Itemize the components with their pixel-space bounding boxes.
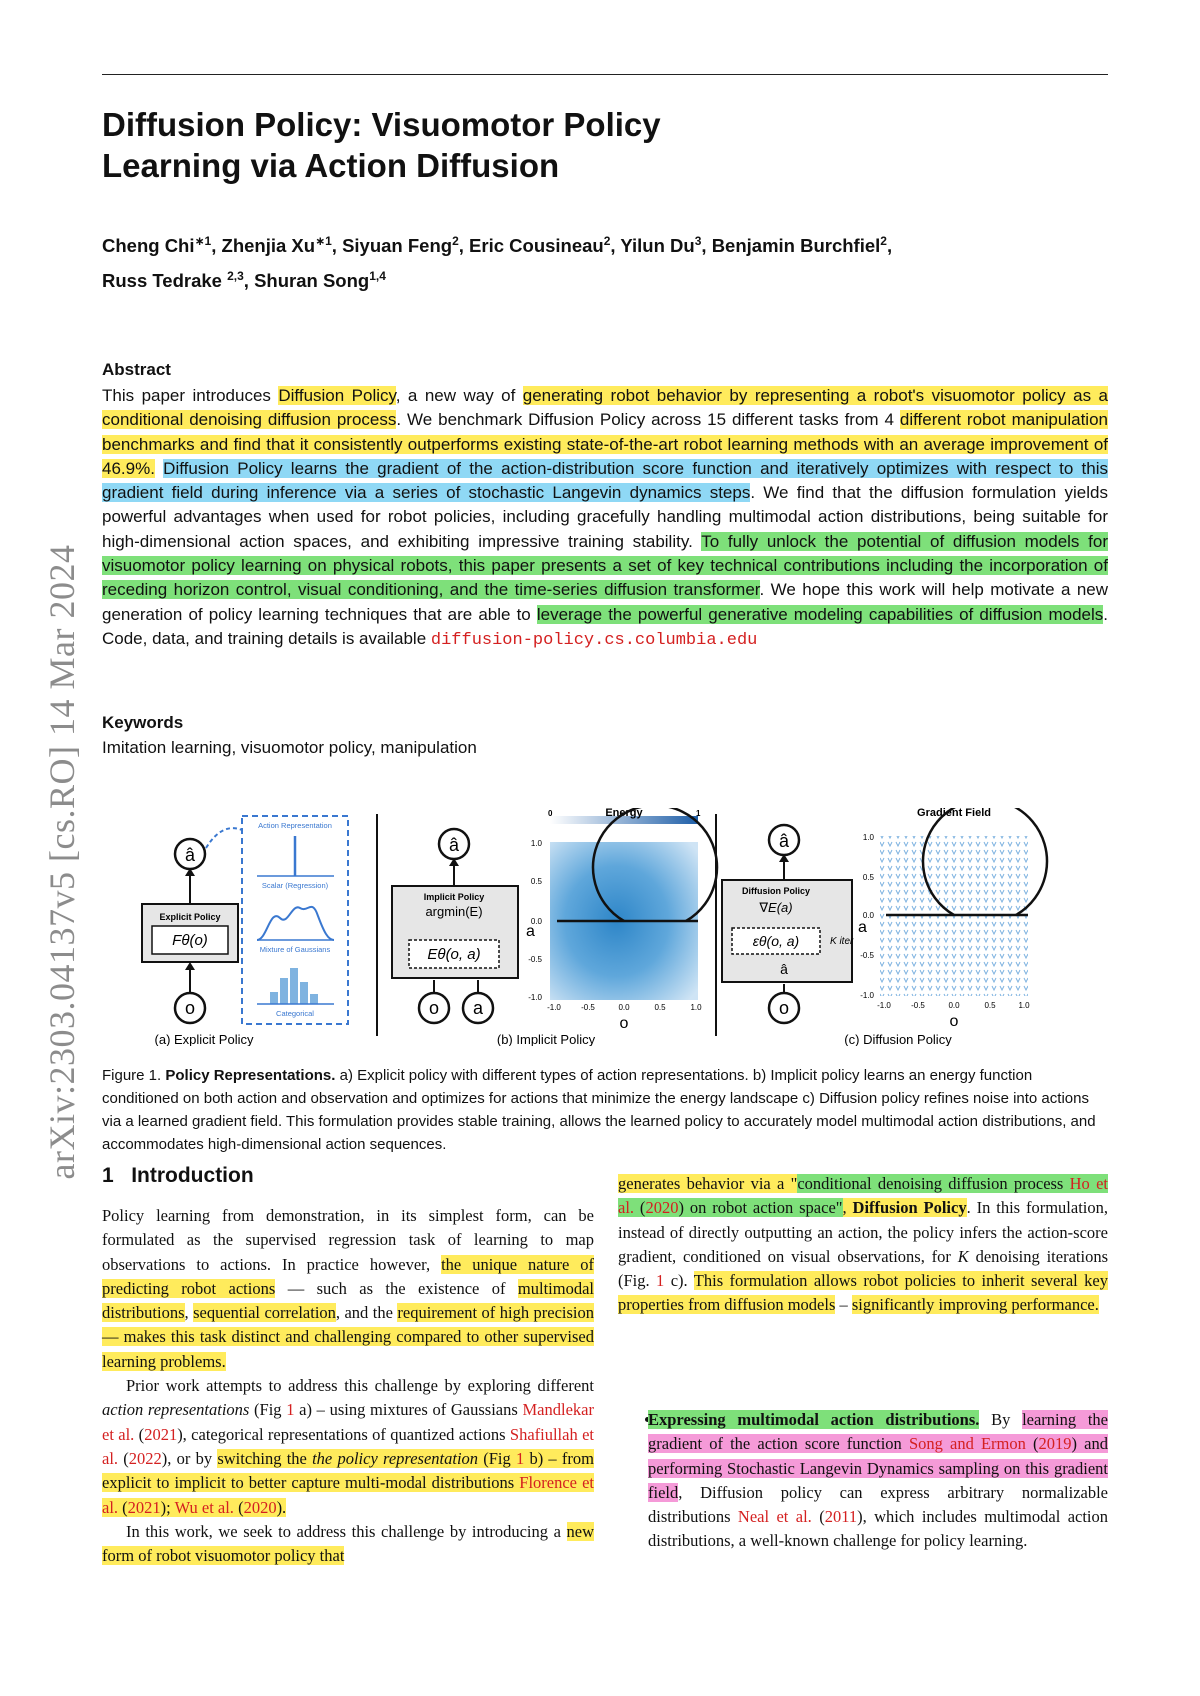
svg-text:0.0: 0.0 xyxy=(530,917,542,926)
svg-text:argmin(E): argmin(E) xyxy=(425,904,483,919)
svg-text:1.0: 1.0 xyxy=(530,839,542,848)
figure-1 xyxy=(102,808,1108,1046)
paragraph: Policy learning from demonstration, in its simplest form, can be formulated as the supervised regression task of learning to map observations to actions. In practice however, the unique nature of predicting robot actions — such as the existence of multimodal distributions, sequential correlation, and the requirement of high precision — makes this task distinct and challenging compared to other supervised learning problems. xyxy=(102,1206,595,1371)
title-line-2: Learning via Action Diffusion xyxy=(102,147,560,184)
svg-text:1.0: 1.0 xyxy=(1018,1001,1030,1010)
action-hat-label: â xyxy=(184,845,196,865)
title-line-1: Diffusion Policy: Visuomotor Policy xyxy=(102,106,661,143)
svg-text:1: 1 xyxy=(696,809,701,818)
section-heading: 1 Introduction xyxy=(102,1164,254,1187)
svg-text:-1.0: -1.0 xyxy=(528,993,542,1002)
svg-text:Categorical: Categorical xyxy=(276,1009,314,1018)
energy-title: Energy xyxy=(605,808,643,819)
author: Cheng Chi xyxy=(102,235,195,257)
svg-text:∇E(a): ∇E(a) xyxy=(759,900,793,915)
author: Zhenjia Xu xyxy=(221,235,316,257)
abstract-heading: Abstract xyxy=(102,360,171,379)
panel-explicit xyxy=(142,816,348,1046)
svg-text:0.0: 0.0 xyxy=(618,1003,630,1012)
svg-text:0: 0 xyxy=(548,809,553,818)
svg-text:o: o xyxy=(619,1015,629,1032)
svg-text:1.0: 1.0 xyxy=(690,1003,702,1012)
svg-text:-0.5: -0.5 xyxy=(581,1003,595,1012)
svg-text:-0.5: -0.5 xyxy=(860,951,874,960)
author: Siyuan Feng xyxy=(342,235,453,257)
svg-text:o: o xyxy=(428,998,440,1018)
panel-b-label: (b) Implicit Policy xyxy=(496,1032,596,1046)
panel-diffusion xyxy=(722,808,1047,1046)
svg-text:Explicit Policy: Explicit Policy xyxy=(159,912,221,922)
highlight: generating robot behavior by representing a robot's visuomotor policy as a conditional denoising diffusion process xyxy=(102,386,1108,430)
svg-text:a: a xyxy=(472,998,484,1018)
svg-text:â: â xyxy=(780,961,788,977)
author: Russ Tedrake xyxy=(102,270,228,292)
svg-text:Eθ(o, a): Eθ(o, a) xyxy=(427,946,481,963)
highlight: different robot manipulation benchmarks and find that it consistently outperforms existing state-of-the-art robot learning methods with an average improvement of 46.9%. xyxy=(102,410,1108,478)
author: Yilun Du xyxy=(620,235,695,257)
keywords-text: Imitation learning, visuomotor policy, manipulation xyxy=(102,738,477,757)
highlight: Diffusion Policy xyxy=(278,386,396,405)
panel-a-label: (a) Explicit Policy xyxy=(154,1032,254,1046)
intro-right-column xyxy=(618,1172,1108,1318)
author: Benjamin Burchfiel xyxy=(711,235,881,257)
bullet-item: Expressing multimodal action distributions. By learning the gradient of the action score function Song and Ermon (2019) and performing Stochastic Langevin Dynamics sampling on this gradient field, Diffusion policy can express arbitrary normalizable distributions Neal et al. (2011), which includes multimodal action distributions, a well-known challenge for policy learning. xyxy=(648,1410,1109,1551)
highlight: Diffusion Policy learns the gradient of the action-distribution score function and iteratively optimizes with respect to this gradient field during inference via a series of stochastic Langevin dynamics steps xyxy=(102,458,1108,503)
highlight: To fully unlock the potential of diffusion models for visuomotor policy learning on physical robots, this paper presents a set of key technical contributions including the incorporation of receding horizon control, visual conditioning, and the time-series diffusion transformer xyxy=(102,531,1108,600)
svg-text:o: o xyxy=(778,998,790,1018)
svg-text:a: a xyxy=(526,923,535,940)
gradient-title: Gradient Field xyxy=(917,808,991,819)
svg-text:Implicit Policy: Implicit Policy xyxy=(423,892,485,902)
svg-text:-0.5: -0.5 xyxy=(911,1001,925,1010)
paragraph: generates behavior via a "conditional denoising diffusion process Ho et al. (2020) on robot action space", Diffusion Policy. In this formulation, instead of directly outputting an action, the policy infers the action-score gradient, conditioned on visual observations, for K denoising iterations (Fig. 1 c). This formulation allows robot policies to inherit several key properties from diffusion models – significantly improving performance. xyxy=(618,1174,1108,1315)
svg-text:-1.0: -1.0 xyxy=(547,1003,561,1012)
svg-text:0.0: 0.0 xyxy=(948,1001,960,1010)
author-list: Cheng Chi$^{∗1}$, Zhenjia $Xu^{∗1}$, Siyuan Feng$^2$, Eric Cousineau$^2$, Yilun Du$^3$, Benjamin Burchfiel$^2$, Russ Tedrake $^{2,3}$, Shuran Song$^{1,4}$ xyxy=(102,234,893,292)
svg-text:0.5: 0.5 xyxy=(530,877,542,886)
author: Eric Cousineau xyxy=(469,235,604,257)
svg-text:Scalar (Regression): Scalar (Regression) xyxy=(261,881,329,890)
svg-text:0.5: 0.5 xyxy=(654,1003,666,1012)
svg-text:Action Representation: Action Representation xyxy=(258,821,332,830)
svg-text:-0.5: -0.5 xyxy=(528,955,542,964)
svg-text:Mixture of Gaussians: Mixture of Gaussians xyxy=(259,945,331,954)
paragraph: Prior work attempts to address this challenge by exploring different action representations (Fig 1 a) – using mixtures of Gaussians Mandlekar et al. (2021), categorical representations of quantized actions Shafiullah et al. (2022), or by switching the the policy representation (Fig 1 b) – from explicit to implicit to better capture multi-modal distributions Florence et al. (2021); Wu et al. (2020). xyxy=(102,1376,594,1517)
paragraph: In this work, we seek to address this challenge by introducing a new form of robot visuomotor policy that xyxy=(102,1521,594,1566)
svg-text:εθ(o, a): εθ(o, a) xyxy=(752,933,800,949)
project-link[interactable]: diffusion-policy.cs.columbia.edu xyxy=(430,630,758,650)
svg-text:1.0: 1.0 xyxy=(862,833,874,842)
explicit-fn-label: Fθ(o) xyxy=(172,932,208,949)
svg-text:Diffusion Policy: Diffusion Policy xyxy=(741,886,811,896)
svg-text:â: â xyxy=(778,831,790,851)
svg-text:0.5: 0.5 xyxy=(984,1001,996,1010)
svg-text:-1.0: -1.0 xyxy=(860,991,874,1000)
arxiv-stamp: arXiv:2303.04137v5 [cs.RO] 14 Mar 2024 xyxy=(42,544,82,1180)
panel-implicit xyxy=(392,808,717,1046)
svg-text:K iter: K iter xyxy=(830,936,854,947)
svg-text:-1.0: -1.0 xyxy=(877,1001,891,1010)
svg-text:a: a xyxy=(858,919,867,936)
svg-text:0.5: 0.5 xyxy=(862,873,874,882)
svg-text:â: â xyxy=(448,835,460,855)
paper-title xyxy=(102,104,902,186)
svg-text:0.0: 0.0 xyxy=(862,911,874,920)
panel-c-label: (c) Diffusion Policy xyxy=(844,1032,952,1046)
top-rule xyxy=(102,74,1108,75)
highlight: leverage the powerful generative modeling capabilities of diffusion models xyxy=(536,604,1104,624)
svg-text:o: o xyxy=(949,1013,959,1030)
intro-left-column xyxy=(102,1204,594,1568)
keywords-heading: Keywords xyxy=(102,713,184,732)
author: Shuran Song xyxy=(254,270,370,292)
abstract-body: This paper introduces Diffusion Policy, a new way of generating robot behavior by representing a robot's visuomotor policy as a conditional denoising diffusion process. We benchmark Diffusion Policy across 15 different tasks from 4 different robot manipulation benchmarks and find that it consistently outperforms existing state-of-the-art robot learning methods with an average improvement of 46.9%. Diffusion Policy learns the gradient of the action-distribution score function and iteratively optimizes with respect to this gradient field during inference via a series of stochastic Langevin dynamics steps. We find that the diffusion formulation yields powerful advantages when used for robot policies, including gracefully handling multimodal action distributions, being suitable for high-dimensional action spaces, and exhibiting impressive training stability. To fully unlock the potential of diffusion models for visuomotor policy learning on physical robots, this paper presents a set of key technical contributions including the incorporation of receding horizon control, visual conditioning, and the time-series diffusion transformer. We hope this work will help motivate a new generation of policy learning techniques that are able to leverage the powerful generative modeling capabilities of diffusion models. Code, data, and training details is available diffusion-policy.cs.columbia.edu xyxy=(102,386,1109,650)
observation-label: o xyxy=(184,998,196,1018)
figure-caption: Figure 1. Policy Representations. a) Explicit policy with different types of action representations. b) Implicit policy learns an energy function conditioned on both action and observation and optimizes for actions that minimize the energy landscape c) Diffusion policy refines noise into actions via a learned gradient field. This formulation provides stable training, allows the learned policy to accurately model multimodal action distributions, and accommodates high-dimensional action sequences. xyxy=(102,1067,1096,1153)
